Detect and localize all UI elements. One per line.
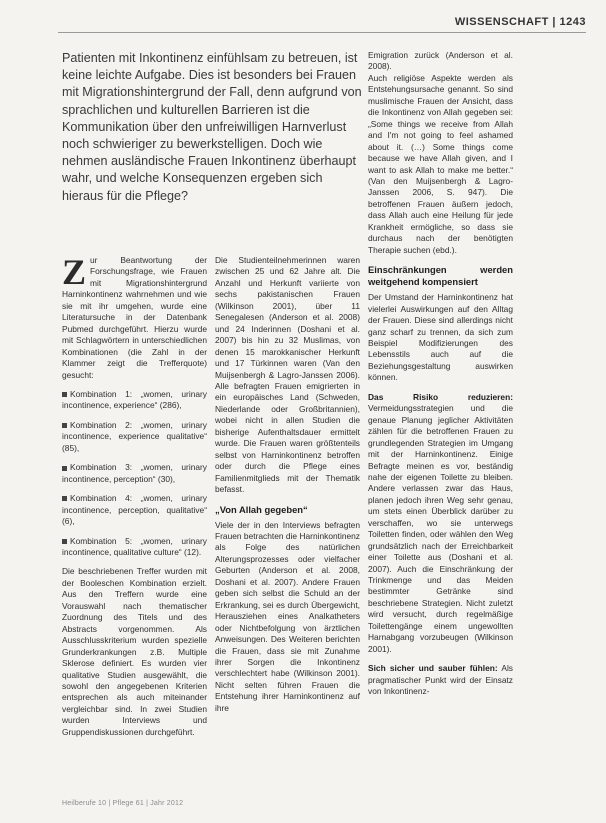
body-paragraph: Viele der in den Interviews befragten Frauen betrachten die Harninkontinenz als Folge des natürlichen Alterungsprozesses oder vielfacher Geburten (Anderson et al. 2008, Doshani et al. 2007). Andere Frauen geben sich selbst die Schuld an der Erkrankung, sei es durch Übergewicht, Herausziehen eines Analkatheters oder Nichtbefolgung von ärztlichen Anweisungen. Des Weiteren berichten die Frauen, dass sie mit Zunahme ihrer Sorgen die Inkontinenz verschlechtert habe (Wilkinson 2001). Nicht selten führen Frauen die Entstehung ihrer Harninkontinenz auf ihre [215,519,360,713]
lead-paragraph: Patienten mit Inkontinenz einfühlsam zu betreuen, ist keine leichte Aufgabe. Dies ist besonders bei Frauen mit Migrationshintergrund der Fall, denn aufgrund von sprachlichen und kulturellen Barrieren ist die Kommunikation über den unfreiwilligen Harnverlust noch schwieriger zu bewerkstelligen. Doch wie nehmen ausländische Frauen Inkontinenz überhaupt wahr, und welche Konsequenzen ergeben sich hieraus für die Pflege? [62,51,362,203]
bullet-square-icon [62,466,67,471]
subheading: „Von Allah gegeben“ [215,503,308,515]
column-2 [215,255,360,722]
bullet-square-icon [62,392,67,397]
search-combination: Kombination 5: „women, urinary incontinence, qualitative culture“ (12). [62,535,207,557]
column-1 [62,252,207,746]
search-combination: Kombination 1: „women, urinary incontinence, experience“ (286), [62,388,207,411]
search-combination: Kombination 2: „women, urinary incontinence, experience qualitative“ (85), [62,419,207,453]
page-footer: Heilberufe 10 | Pflege 61 | Jahr 2012 [62,800,184,807]
method-paragraph: Die beschriebenen Treffer wurden mit der Booleschen Kombination erzielt. Aus den Treffern wurde eine Vorauswahl nach thematischer Zuordnung des Titels und des Abstracts vorgenommen. Als Ausschlusskriterium wurden spezielle Grunderkrankungen z.B. Multiple Sklerose definiert. Es wurden vier qualitative Studien ausgewählt, die sowohl den angegebenen Kriterien entsprechen als auch miteinander vergleichbar sind. In zwei Studien wurden Interviews und Gruppendiskussionen durchgeführt. [62,566,207,737]
bullet-square-icon [62,423,67,428]
religion-paragraph: Auch religiöse Aspekte werden als Entstehungsursache genannt. So sind muslimische Frauen der Ansicht, dass die Inkontinenz von Allah gegeben sei: „Some things we receive from Allah and I'm not going to feel ashamed about it. (…) Some things come because we have Allah given, and I want to ask Allah to make me better.“ (Van den Muijsenbergh & Lagro-Janssen 2006, S. 947). Die betroffenen Frauen äußern jedoch, dass Allah auch eine Heilung für jede Krankheit ermögliche, so dass sie durchaus nach der benötigten Therapie suchen (ebd.). [368,72,513,255]
search-combination: Kombination 3: „women, urinary incontinence, perception“ (30), [62,462,207,484]
bullet-square-icon [62,496,67,501]
effects-paragraph: Der Umstand der Harninkontinenz hat vielerlei Auswirkungen auf den Alltag der Frauen. Diese sind allerdings nicht ganz scharf zu trennen, da sich zum Beispiel Modifizierungen des Lebensstils auch auf die Beziehungsgestaltung auswirken können. [368,292,513,383]
continued-paragraph: Emigration zurück (Anderson et al. 2008). [368,50,513,72]
risk-paragraph: Das Risiko reduzieren: Vermeidungsstrategien und die genaue Planung jeglicher Aktivitäten zählen für die betroffenen Frauen zu grundlegenden Strategien im Umgang mit der Harninkontinenz. Einige Befragte meinen es vor, beständig nahe der eigenen Toilette zu bleiben. Andere verlassen zwar das Haus, planen jedoch ihren Weg sehr genau, um stets einen Überblick darüber zu verschaffen, wo sie unterwegs Toiletten finden, oder wählen den Weg grundsätzlich nach der Erreichbarkeit einer Toilette aus (Doshani et al. 2007). Auch die Einschränkung der Trinkmenge und das Meiden bestimmter Getränke sind beschriebene Strategien. Nicht zuletzt wird versucht, durch regelmäßige Toilettengänge einem ungewollten Harnabgang vorzubeugen (Wilkinson 2001). [368,391,513,654]
dropcap: Z [62,252,87,292]
running-header [58,12,586,33]
intro-text: ur Beantwortung der Forschungsfrage, wie Frauen mit Migrationshintergrund Harninkontinenz wahrnehmen und wie sie mit ihr umgehen, wurde eine Literatursuche in der Datenbank Pubmed durchgeführt. Hierzu wurde mit Schlagwörtern in unterschiedlichen Kombinationen (die Zahl in der Klammer zeigt die Trefferquote) gesucht: [62,255,207,380]
column-3 [368,50,513,706]
search-combination: Kombination 4: „women, urinary incontinence, perception, qualitative“ (6), [62,493,207,527]
bullet-square-icon [62,539,67,544]
section-label: WISSENSCHAFT | 1243 [454,16,586,28]
safe-paragraph: Sich sicher und sauber fühlen: Als pragmatischer Punkt wird der Einsatz von Inkontinenz- [368,663,513,697]
intro-paragraph [62,252,207,381]
participants-paragraph: Die Studienteilnehmerinnen waren zwischen 25 und 62 Jahre alt. Die Anzahl und Herkunft variierte von sechs pakistanischen Frauen (Wilkinson 2001), über 11 Senegalesen (Anderson et al. 2008) und 24 Inderinnen (Doshani et al. 2007) bis hin zu 32 Muslimas, von denen 15 marokkanischer Herkunft und 17 Türkinnen waren (Van den Muijsenbergh & Lagro-Janssen 2006). Alle befragten Frauen emigrierten in ein europäisches Land (Schweden, Niederlande oder Großbritannien), wobei nicht in allen Studien die bisherige Aufenthaltsdauer ermittelt wurde. Die Frauen waren größtenteils selbst von Harninkontinenz betroffen oder durch die Pflege eines Familienmitglieds mit der Thematik befasst. [215,255,360,495]
subheading: Einschränkungen werden weitgehend kompensiert [368,264,513,288]
